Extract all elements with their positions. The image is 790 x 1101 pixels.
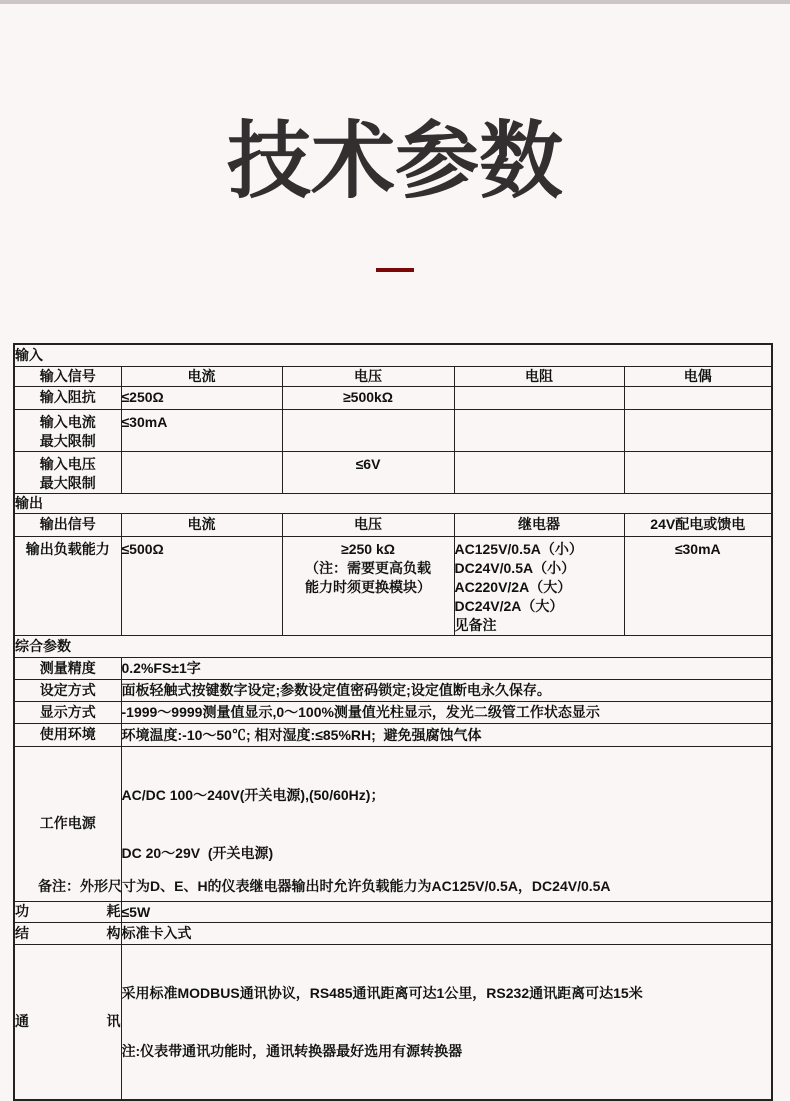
section-row-input: 输入 [14,344,772,366]
environment-value: 环境温度:-10～50℃; 相对湿度:≤85%RH; 避免强腐蚀气体 [121,723,772,746]
output-load-voltage: ≥250 kΩ （注：需要更高负载 能力时须更换模块） [282,536,454,635]
output-header-voltage: 电压 [282,513,454,536]
setting-method-label: 设定方式 [14,679,121,701]
environment-label: 使用环境 [14,723,121,746]
section-row-general: 综合参数 [14,635,772,657]
empty-cell [624,409,772,451]
accuracy-label: 测量精度 [14,657,121,679]
empty-cell [454,451,624,493]
title-divider [376,268,414,272]
input-header-voltage: 电压 [282,366,454,386]
section-row-output: 输出 [14,493,772,513]
input-voltage-limit-value: ≤6V [282,451,454,493]
accuracy-value: 0.2%FS±1字 [121,657,772,679]
footnote: 备注：外形尺寸为D、E、H的仪表继电器输出时允许负载能力为AC125V/0.5A，DC24V/0.5A [38,878,611,894]
input-header-resistance: 电阻 [454,366,624,386]
structure-label: 结 构 [14,922,121,944]
output-header-current: 电流 [121,513,282,536]
empty-cell [121,451,282,493]
input-header-label: 输入信号 [14,366,121,386]
power-consumption-label: 功 耗 [14,901,121,922]
display-method-label: 显示方式 [14,701,121,723]
output-header-feed: 24V配电或馈电 [624,513,772,536]
input-impedance-label: 输入阻抗 [14,386,121,409]
display-method-value: -1999～9999测量值显示,0～100%测量值光柱显示，发光二级管工作状态显示 [121,701,772,723]
input-current-limit-value: ≤30mA [121,409,282,451]
input-impedance-resistance [454,386,624,409]
input-current-limit-label: 输入电流 最大限制 [14,409,121,451]
output-load-feed: ≤30mA [624,536,772,635]
empty-cell [624,451,772,493]
input-voltage-limit-label: 输入电压 最大限制 [14,451,121,493]
empty-cell [282,409,454,451]
input-header-thermocouple: 电偶 [624,366,772,386]
page-title: 技术参数 [226,114,563,208]
output-header-relay: 继电器 [454,513,624,536]
input-header-current: 电流 [121,366,282,386]
power-supply-value: AC/DC 100～240V(开关电源),(50/60Hz)； DC 20～29V (开关电源) [121,746,772,901]
input-impedance-thermocouple [624,386,772,409]
empty-cell [454,409,624,451]
power-consumption-value: ≤5W [121,901,772,922]
output-load-relay: AC125V/0.5A（小） DC24V/0.5A（小） AC220V/2A（大） DC24V/2A（大） 见备注 [454,536,624,635]
top-bar [0,0,790,4]
setting-method-value: 面板轻触式按键数字设定;参数设定值密码锁定;设定值断电永久保存。 [121,679,772,701]
input-impedance-current: ≤250Ω [121,386,282,409]
input-impedance-voltage: ≥500kΩ [282,386,454,409]
power-supply-label: 工作电源 [14,746,121,901]
output-load-label: 输出负载能力 [14,536,121,635]
communication-value: 采用标准MODBUS通讯协议，RS485通讯距离可达1公里，RS232通讯距离可达15米 注:仪表带通讯功能时，通讯转换器最好选用有源转换器 [121,944,772,1100]
output-load-current: ≤500Ω [121,536,282,635]
output-header-label: 输出信号 [14,513,121,536]
structure-value: 标准卡入式 [121,922,772,944]
communication-label: 通 讯 [14,944,121,1100]
